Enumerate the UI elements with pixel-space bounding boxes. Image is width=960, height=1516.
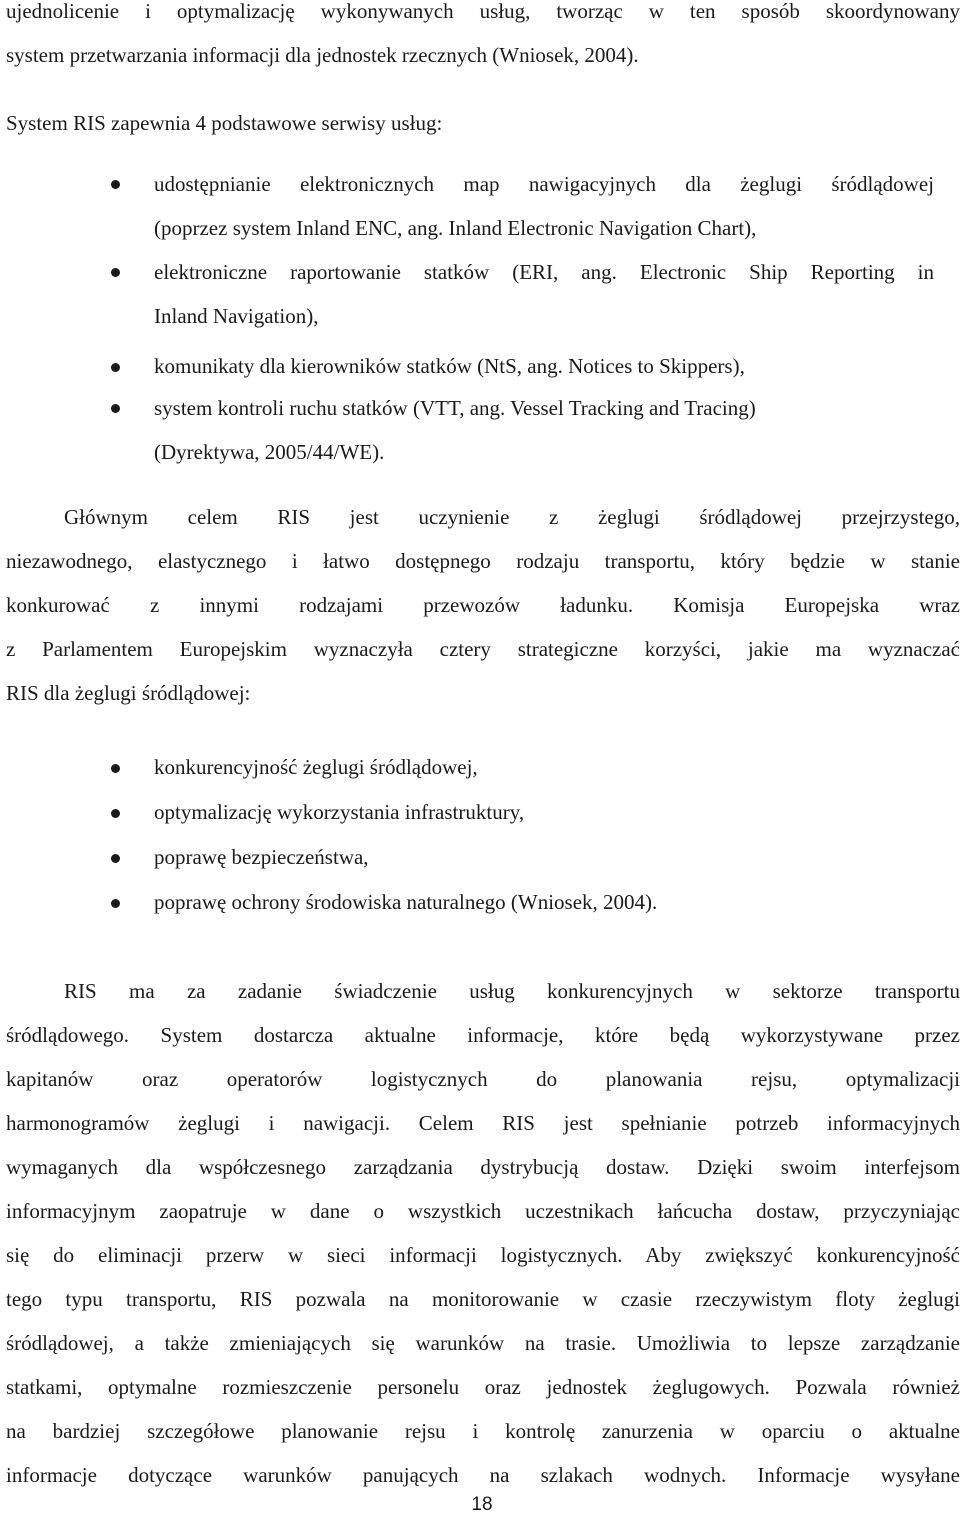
text-line: wymaganych dla współczesnego zarządzania dystrybucją dostaw. Dzięki swoim interfejsom	[6, 1155, 960, 1179]
text-line: na bardziej szczegółowe planowanie rejsu i kontrolę zanurzenia w oparciu o aktualne	[6, 1419, 960, 1443]
text-line: poprawę ochrony środowiska naturalnego (Wniosek, 2004).	[154, 890, 658, 914]
ris-services-paragraph	[6, 980, 960, 1508]
services-heading	[6, 112, 960, 156]
text-line: (Dyrektywa, 2005/44/WE).	[154, 440, 385, 464]
text-line: system przetwarzania informacji dla jednostek rzecznych (Wniosek, 2004).	[6, 43, 639, 67]
bullet-icon	[111, 180, 120, 189]
text-line: (poprzez system Inland ENC, ang. Inland Electronic Navigation Chart),	[154, 216, 757, 240]
text-line: kapitanów oraz operatorów logistycznych do planowania rejsu, optymalizacji	[6, 1067, 960, 1091]
text-line: RIS ma za zadanie świadczenie usług konkurencyjnych w sektorze transportu	[64, 979, 960, 1003]
bullet-icon	[111, 809, 120, 818]
text-line: harmonogramów żeglugi i nawigacji. Celem RIS jest spełnianie potrzeb informacyjnych	[6, 1111, 960, 1135]
text-line: informacyjnym zaopatruje w dane o wszystkich uczestnikach łańcucha dostaw, przyczyniając	[6, 1199, 960, 1223]
bullet-icon	[111, 363, 120, 372]
page-number: 18	[471, 1494, 493, 1515]
text-line: udostępnianie elektronicznych map nawigacyjnych dla żeglugi śródlądowej	[154, 172, 934, 196]
intro-paragraph	[6, 0, 960, 88]
bullet-icon	[111, 899, 120, 908]
text-line: poprawę bezpieczeństwa,	[154, 845, 369, 869]
text-line: konkurencyjność żeglugi śródlądowej,	[154, 755, 478, 779]
text-line: system kontroli ruchu statków (VTT, ang. Vessel Tracking and Tracing)	[154, 396, 756, 420]
text-line: tego typu transportu, RIS pozwala na monitorowanie w czasie rzeczywistym floty żeglugi	[6, 1287, 960, 1311]
text-line: śródlądowej, a także zmieniających się warunków na trasie. Umożliwia to lepsze zarządzanie	[6, 1331, 960, 1355]
text-line: RIS dla żeglugi śródlądowej:	[6, 681, 251, 705]
text-line: informacje dotyczące warunków panujących na szlakach wodnych. Informacje wysyłane	[6, 1463, 960, 1487]
text-line: niezawodnego, elastycznego i łatwo dostępnego rodzaju transportu, który będzie w stanie	[6, 549, 960, 573]
text-line: elektroniczne raportowanie statków (ERI, ang. Electronic Ship Reporting in	[154, 260, 934, 284]
bullet-icon	[111, 854, 120, 863]
text-line: Inland Navigation),	[154, 304, 319, 328]
bullet-icon	[111, 764, 120, 773]
bullet-icon	[111, 404, 120, 413]
text-line: ujednolicenie i optymalizację wykonywanych usług, tworząc w ten sposób skoordynowany	[6, 0, 960, 23]
text-line: śródlądowego. System dostarcza aktualne informacje, które będą wykorzystywane przez	[6, 1023, 960, 1047]
main-goal-paragraph	[6, 506, 960, 726]
text-line: komunikaty dla kierowników statków (NtS, ang. Notices to Skippers),	[154, 354, 745, 378]
text-line: z Parlamentem Europejskim wyznaczyła cztery strategiczne korzyści, jakie ma wyznaczać	[6, 637, 960, 661]
text-line: się do eliminacji przerw w sieci informacji logistycznych. Aby zwiększyć konkurencyjność	[6, 1243, 960, 1267]
text-line: Głównym celem RIS jest uczynienie z żeglugi śródlądowej przejrzystego,	[64, 505, 960, 529]
text-line: System RIS zapewnia 4 podstawowe serwisy usług:	[6, 111, 443, 135]
bullet-icon	[111, 268, 120, 277]
text-line: statkami, optymalne rozmieszczenie personelu oraz jednostek żeglugowych. Pozwala również	[6, 1375, 960, 1399]
text-line: konkurować z innymi rodzajami przewozów ładunku. Komisja Europejska wraz	[6, 593, 960, 617]
text-line: optymalizację wykorzystania infrastruktury,	[154, 800, 525, 824]
